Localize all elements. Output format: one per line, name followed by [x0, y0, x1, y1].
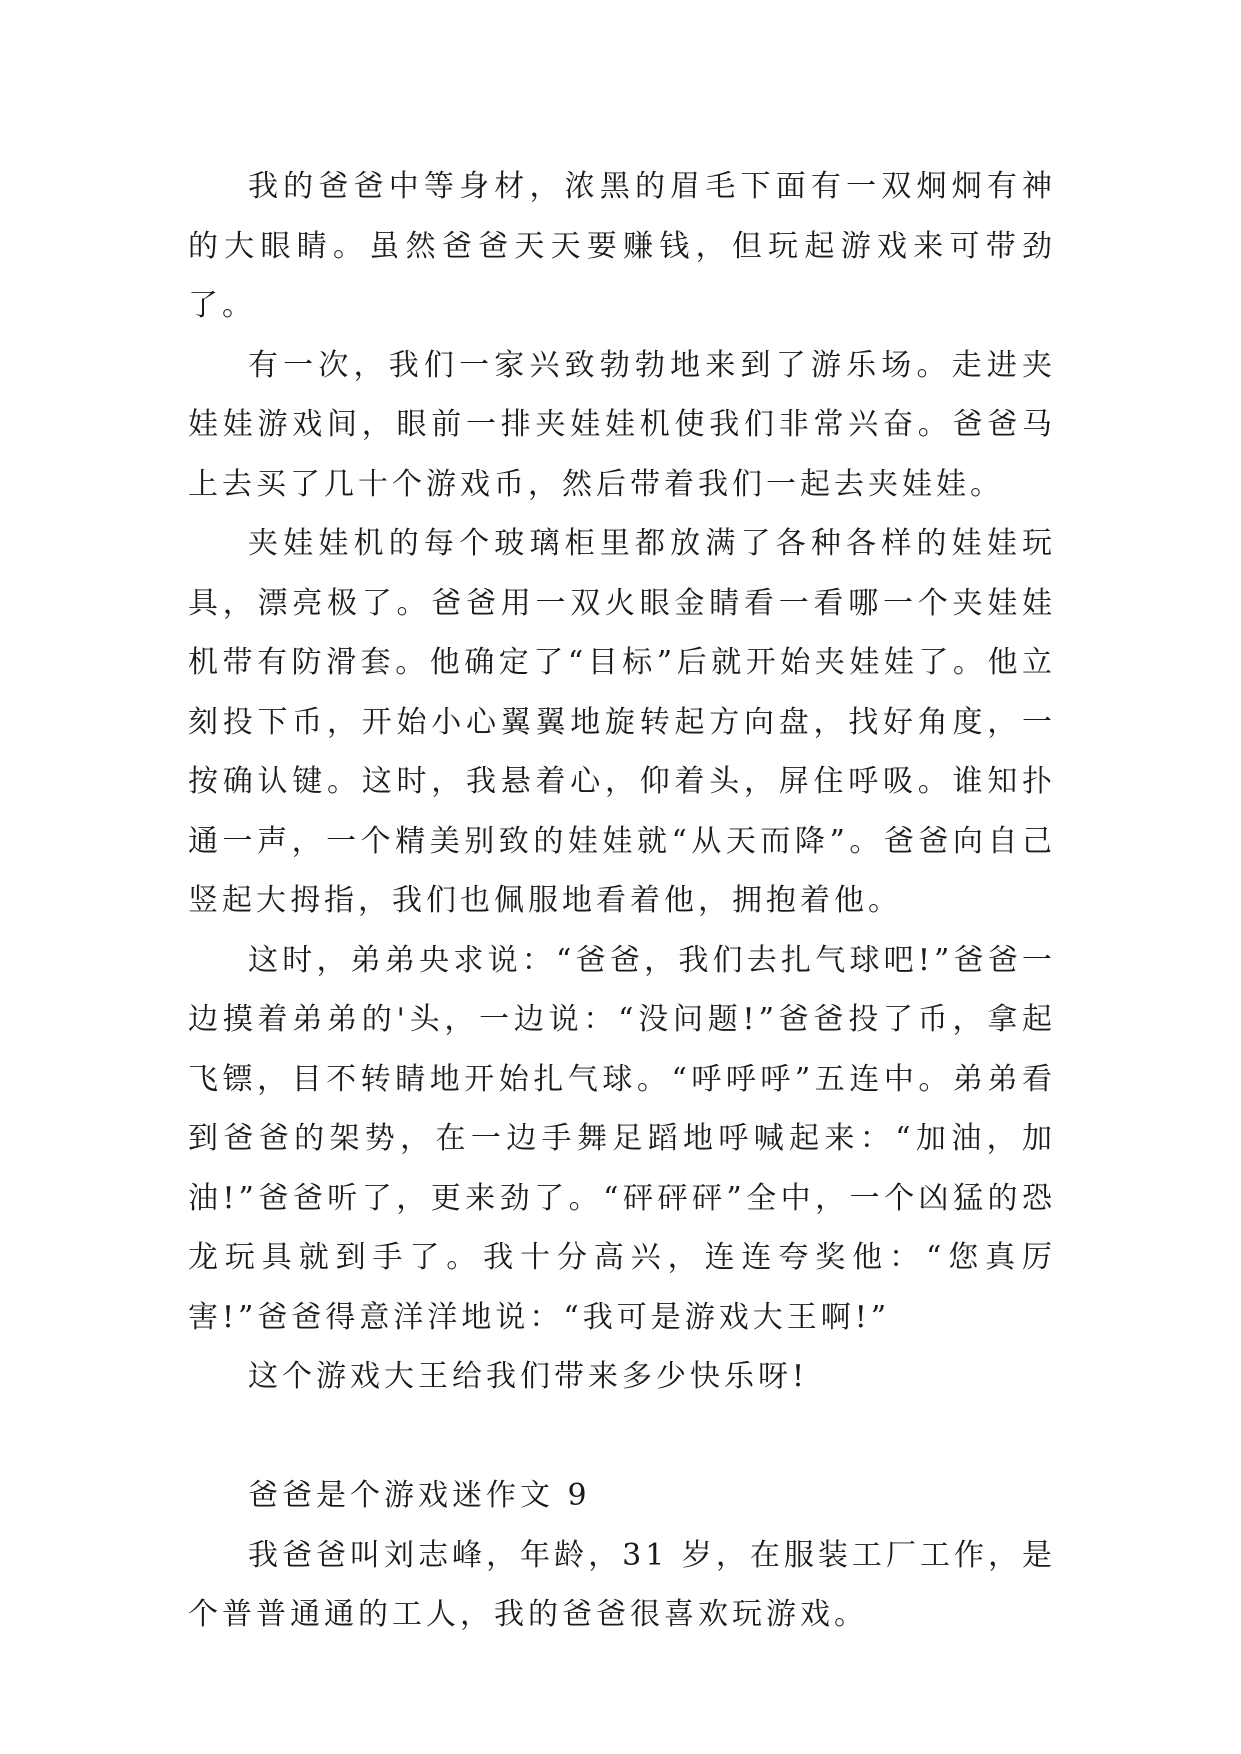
document-page [188, 157, 1056, 1645]
section-paragraph-1: 我爸爸叫刘志峰，年龄，31 岁，在服装工厂工作，是个普普通通的工人，我的爸爸很喜欢玩游戏。 [188, 1537, 1056, 1632]
paragraph-4: 这时，弟弟央求说：“爸爸，我们去扎气球吧!”爸爸一边摸着弟弟的'头，一边说：“没问题!”爸爸投了币，拿起飞镖，目不转睛地开始扎气球。“呼呼呼”五连中。弟弟看到爸爸的架势，在一边手舞足蹈地呼喊起来：“加油，加油!”爸爸听了，更来劲了。“砰砰砰”全中，一个凶猛的恐龙玩具就到手了。我十分高兴，连连夸奖他：“您真厉害!”爸爸得意洋洋地说：“我可是游戏大王啊!” [188, 942, 1056, 1335]
section-title: 爸爸是个游戏迷作文 9 [248, 1478, 591, 1513]
paragraph-2: 有一次，我们一家兴致勃勃地来到了游乐场。走进夹娃娃游戏间，眼前一排夹娃娃机使我们非常兴奋。爸爸马上去买了几十个游戏币，然后带着我们一起去夹娃娃。 [188, 347, 1056, 502]
paragraph-5: 这个游戏大王给我们带来多少快乐呀! [248, 1359, 809, 1394]
paragraph-1: 我的爸爸中等身材，浓黑的眉毛下面有一双炯炯有神的大眼睛。虽然爸爸天天要赚钱，但玩起游戏来可带劲了。 [188, 169, 1056, 323]
paragraph-3: 夹娃娃机的每个玻璃柜里都放满了各种各样的娃娃玩具，漂亮极了。爸爸用一双火眼金睛看一看哪一个夹娃娃机带有防滑套。他确定了“目标”后就开始夹娃娃了。他立刻投下币，开始小心翼翼地旋转起方向盘，找好角度，一按确认键。这时，我悬着心，仰着头，屏住呼吸。谁知扑通一声，一个精美别致的娃娃就“从天而降”。爸爸向自己竖起大拇指，我们也佩服地看着他，拥抱着他。 [188, 526, 1056, 918]
